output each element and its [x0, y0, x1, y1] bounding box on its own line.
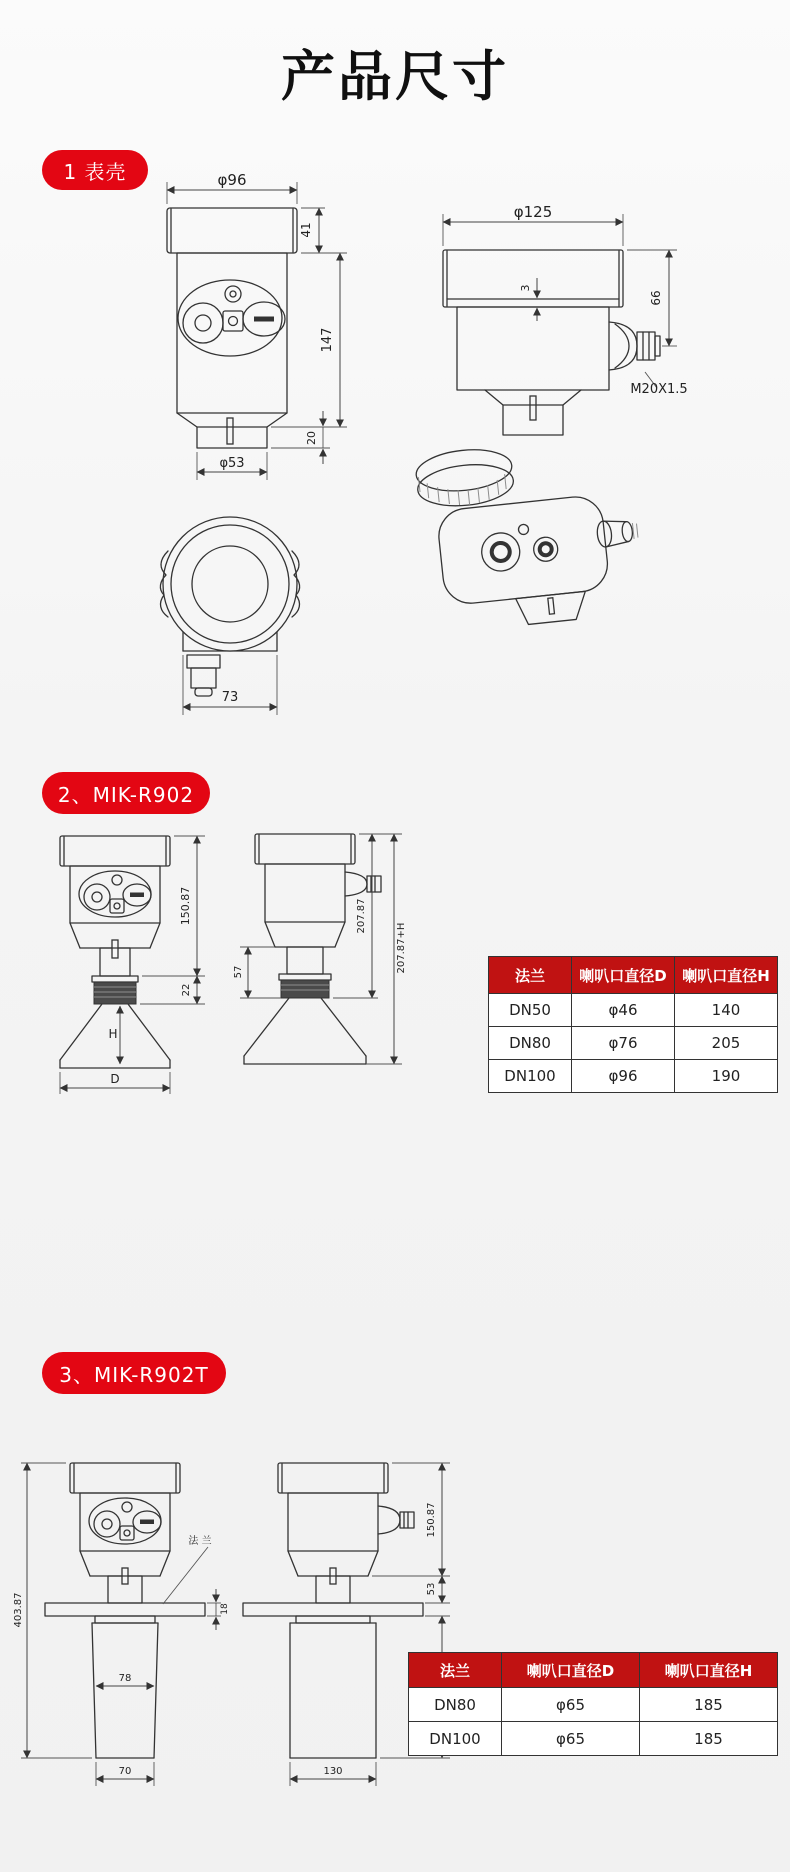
cell: φ65 [502, 1688, 640, 1722]
dim-label-57: 57 [233, 965, 244, 979]
cell: DN80 [489, 1027, 572, 1060]
dim-label-130: 130 [323, 1766, 343, 1777]
cell: φ46 [572, 994, 675, 1027]
cell: 185 [640, 1722, 778, 1756]
cell: 205 [675, 1027, 778, 1060]
section1-badge: 1 表壳 [42, 150, 148, 190]
dim-label-73: 73 [221, 690, 239, 705]
table2-header-flange: 法兰 [409, 1653, 502, 1688]
dim-label-dia125: φ125 [513, 203, 553, 221]
dim-label-147: 147 [320, 327, 335, 353]
table-row [489, 1027, 778, 1060]
flange-callout-label: 法 兰 [188, 1536, 212, 1547]
dim-label-dia53: φ53 [219, 456, 245, 471]
page-title: 产品尺寸 [281, 45, 509, 108]
cell: φ76 [572, 1027, 675, 1060]
housing-perspective-view-drawing [398, 425, 648, 630]
table-row [409, 1688, 778, 1722]
table-row [409, 1722, 778, 1756]
dim-label-78: 78 [118, 1673, 132, 1684]
mik-r902-spec-table [488, 956, 778, 1093]
cell: DN100 [409, 1722, 502, 1756]
dim-label-18: 18 [220, 1603, 230, 1615]
table1-header-flange: 法兰 [489, 957, 572, 994]
section2-badge: 2、MIK-R902 [42, 772, 210, 814]
dim-label-horn-d: D [110, 1072, 120, 1086]
cell: 185 [640, 1688, 778, 1722]
dim-label-207-87: 207.87 [356, 898, 367, 934]
table2-header-h: 喇叭口直径H [640, 1653, 778, 1688]
dim-label-150-87-t: 150.87 [426, 1502, 437, 1538]
cell: DN100 [489, 1060, 572, 1093]
dim-label-horn-h: H [108, 1027, 118, 1041]
dim-label-gland-thread: M20X1.5 [630, 382, 688, 397]
cell: φ65 [502, 1722, 640, 1756]
dim-label-207-87-plus-h: 207.87+H [396, 922, 407, 974]
table-row [489, 1060, 778, 1093]
dim-label-20: 20 [305, 431, 318, 445]
cell: φ96 [572, 1060, 675, 1093]
dim-label-dia96: φ96 [217, 171, 247, 189]
table2-header-d: 喇叭口直径D [502, 1653, 640, 1688]
mik-r902-front-drawing [45, 828, 215, 1100]
table1-header-d: 喇叭口直径D [572, 957, 675, 994]
dim-label-53: 53 [426, 1582, 437, 1596]
dim-label-150-87: 150.87 [179, 886, 192, 926]
mik-r902t-spec-table [408, 1652, 778, 1756]
dim-label-70: 70 [118, 1766, 132, 1777]
table-row [489, 994, 778, 1027]
dim-label-3: 3 [519, 284, 532, 292]
cell: 140 [675, 994, 778, 1027]
dim-label-66: 66 [649, 290, 663, 306]
housing-top-view-drawing [130, 425, 405, 720]
cell: DN80 [409, 1688, 502, 1722]
housing-side-view-drawing [385, 200, 745, 440]
section3-badge: 3、MIK-R902T [42, 1352, 226, 1394]
cell: DN50 [489, 994, 572, 1027]
dim-label-41: 41 [299, 222, 313, 238]
dim-label-403-87: 403.87 [13, 1592, 24, 1628]
table1-header-h: 喇叭口直径H [675, 957, 778, 994]
dim-label-22: 22 [181, 983, 192, 997]
mik-r902t-front-drawing [15, 1428, 245, 1806]
cell: 190 [675, 1060, 778, 1093]
mik-r902-side-drawing [222, 822, 412, 1104]
